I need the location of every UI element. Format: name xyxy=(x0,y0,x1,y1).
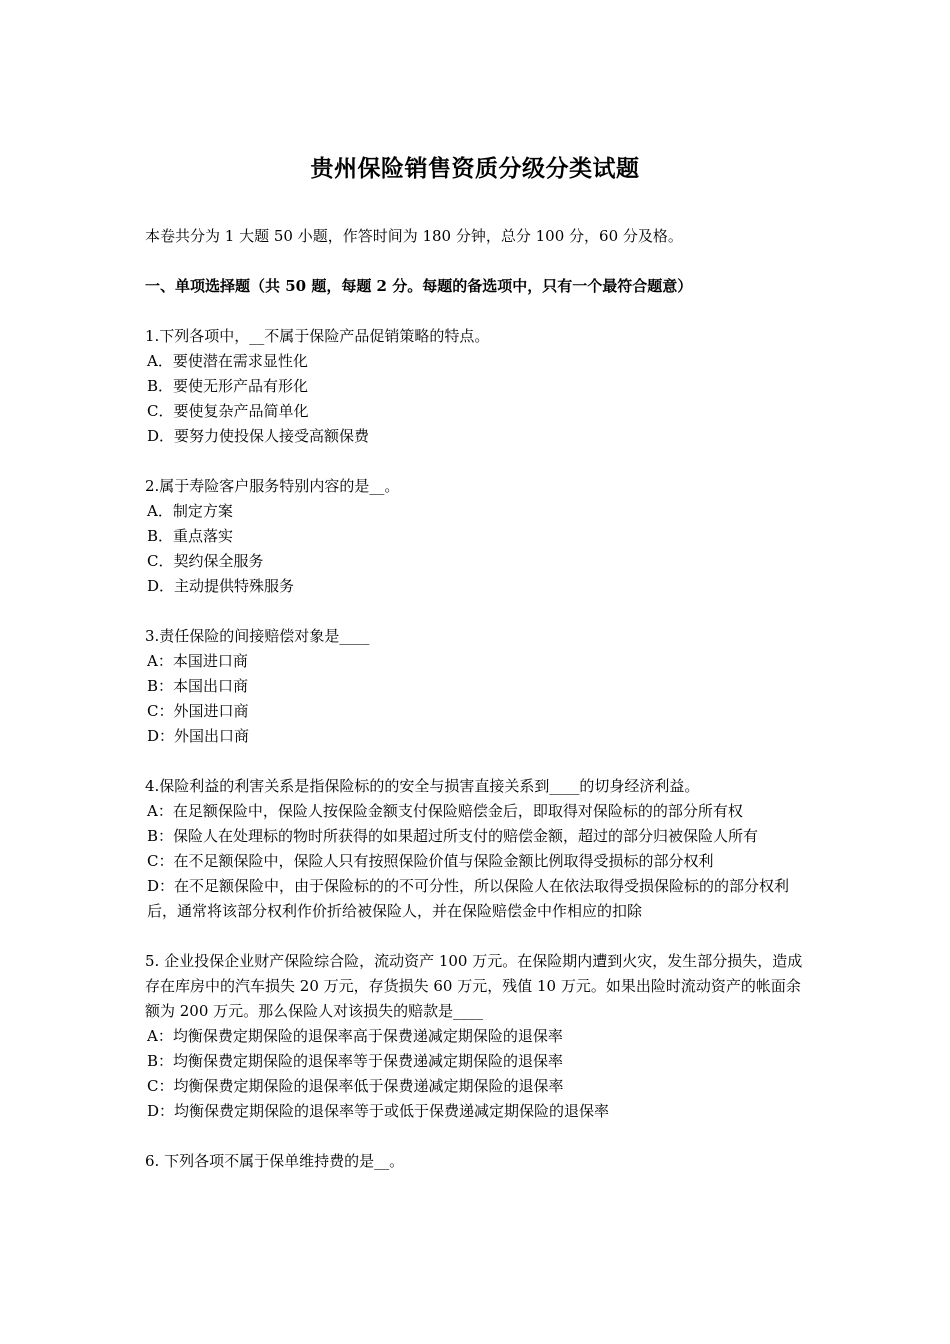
option-a: A：在足额保险中，保险人按保险金额支付保险赔偿金后，即取得对保险标的的部分所有权 xyxy=(147,802,743,820)
question-stem: 2.属于寿险客户服务特别内容的是__。 xyxy=(145,477,400,495)
question-stem: 4.保险利益的利害关系是指保险标的的安全与损害直接关系到____的切身经济利益。 xyxy=(145,777,700,795)
option-c: C．要使复杂产品简单化 xyxy=(147,402,309,420)
question-3 xyxy=(145,624,810,749)
option-b: B：均衡保费定期保险的退保率等于保费递减定期保险的退保率 xyxy=(147,1052,564,1070)
option-a: A．要使潜在需求显性化 xyxy=(147,352,308,370)
option-a: A：本国进口商 xyxy=(147,652,248,670)
option-a: A：均衡保费定期保险的退保率高于保费递减定期保险的退保率 xyxy=(147,1027,563,1045)
question-1 xyxy=(145,324,810,449)
exam-intro: 本卷共分为 1 大题 50 小题，作答时间为 180 分钟，总分 100 分，60 分及格。 xyxy=(145,227,683,245)
option-d: D：在不足额保险中，由于保险标的的不可分性，所以保险人在依法取得受损保险标的的部分权利后，通常将该部分权利作价折给被保险人，并在保险赔偿金中作相应的扣除 xyxy=(147,877,790,920)
option-c: C：在不足额保险中，保险人只有按照保险价值与保险金额比例取得受损标的部分权利 xyxy=(147,852,714,870)
option-a: A．制定方案 xyxy=(147,502,233,520)
question-2 xyxy=(145,474,810,599)
option-b: B：本国出口商 xyxy=(147,677,249,695)
option-c: C：均衡保费定期保险的退保率低于保费递减定期保险的退保率 xyxy=(147,1077,564,1095)
option-d: D．要努力使投保人接受高额保费 xyxy=(147,427,370,445)
option-b: B．要使无形产品有形化 xyxy=(147,377,309,395)
question-5 xyxy=(145,949,810,1124)
option-b: B：保险人在处理标的物时所获得的如果超过所支付的赔偿金额，超过的部分归被保险人所有 xyxy=(147,827,759,845)
option-c: C．契约保全服务 xyxy=(147,552,264,570)
option-c: C：外国进口商 xyxy=(147,702,249,720)
option-d: D：外国出口商 xyxy=(147,727,250,745)
question-4 xyxy=(145,774,810,924)
question-stem: 3.责任保险的间接赔偿对象是____ xyxy=(145,627,370,645)
question-6 xyxy=(145,1149,810,1174)
section-heading: 一、单项选择题（共 50 题，每题 2 分。每题的备选项中，只有一个最符合题意） xyxy=(145,277,693,295)
question-stem: 1.下列各项中，__不属于保险产品促销策略的特点。 xyxy=(145,327,490,345)
question-stem: 5. 企业投保企业财产保险综合险，流动资产 100 万元。在保险期内遭到火灾，发生部分损失，造成存在库房中的汽车损失 20 万元，存货损失 60 万元，残值 10 万元。如果出险时流动资产的帐面余额为 200 万元。那么保险人对该损失的赔款是____ xyxy=(145,952,803,1020)
question-stem: 6. 下列各项不属于保单维持费的是__。 xyxy=(145,1152,405,1170)
option-d: D．主动提供特殊服务 xyxy=(147,577,295,595)
document-title: 贵州保险销售资质分级分类试题 xyxy=(310,155,640,182)
option-d: D：均衡保费定期保险的退保率等于或低于保费递减定期保险的退保率 xyxy=(147,1102,610,1120)
option-b: B．重点落实 xyxy=(147,527,234,545)
document-body xyxy=(145,224,810,1174)
